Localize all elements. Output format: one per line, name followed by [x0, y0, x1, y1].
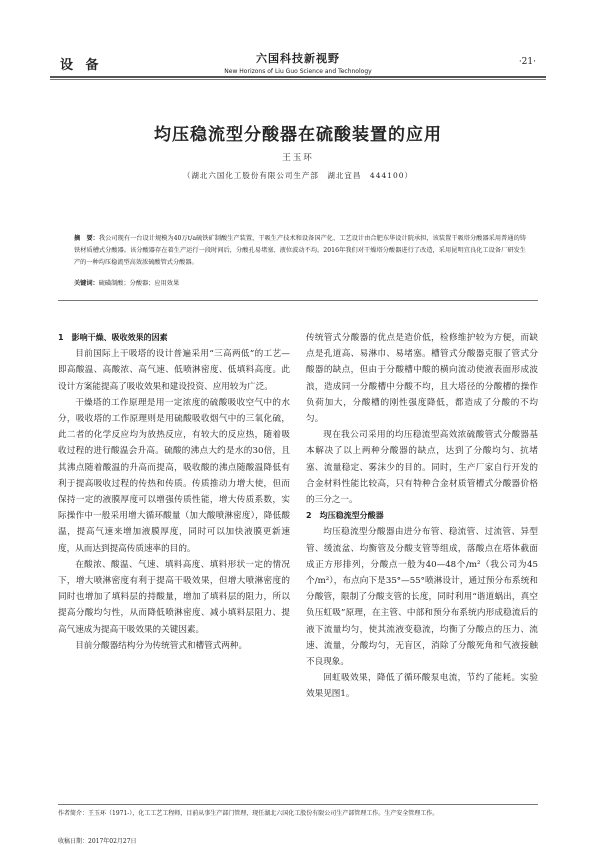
article-title: 均压稳流型分酸器在硫酸装置的应用 [154, 125, 442, 145]
body-paragraph: 传统管式分酸器的优点是造价低，检修维护较为方便，而缺点是孔道高、易淋巾、易堵塞。槽管式分酸器克服了管式分酸器的缺点，但由于分酸槽中酸的横向流动使液表面形成波浪，造成同一分酸槽中分酸不均，且大塔径的分酸槽的操作负荷加大，分酸槽的刚性强度降低，都造成了分酸的不均匀。 [306, 333, 538, 425]
abstract-label: 摘 要： [74, 235, 99, 242]
journal-title: 六国科技新视野 [256, 52, 340, 65]
header-page-label: ·21· [518, 57, 536, 67]
author: 王玉环 [282, 153, 314, 163]
section-heading: 2 均压稳流型分酸器 [306, 511, 384, 521]
keywords-label: 关键词： [74, 280, 99, 287]
body-paragraph: 回虹吸效果，降低了循环酸泵电流，节约了能耗。实验效果见图1。 [306, 673, 538, 700]
keywords [74, 278, 526, 287]
body-paragraph: 均压稳流型分酸器由进分布管、稳流管、过流管、异型管、缓流盆、均衡管及分酸支管等组成，落酸点在塔体截面成正方形排列，分酸点一般为40—48个/m²（我公司为45个/m²），布点向下是35°—55°喷淋设计，通过预分布系统和分酸管，限制了分酸支管的长度，同时利用“谐道蜗出，真空负压虹吸”原理，在主管、中部和预分布系统内形成稳流后的液下流量均匀，使其流液变稳流，均衡了分酸点的压力、流速、流量，分酸均匀，无盲区，消除了分酸死角和气液接触不良现象。 [306, 527, 538, 668]
abstract [74, 233, 526, 269]
body-column-right [306, 330, 538, 703]
header-rule-thin [50, 79, 546, 80]
header-rule [50, 76, 546, 78]
abstract-text: 我公司现有一台设计规模为40万t/a硫铁矿制酸生产装置，干吸生产技术和设备国产化、工艺设计由合肥东华设计院承担，该装置干吸塔分酸器采用普通的铸铁材质槽式分酸器。该分酸器存在着生产运行一段时间后，分酸孔易堵塞、液位波动不均。2016年我们对干燥塔分酸器进行了改造，采用昆明宜良化工设备厂研发生产的一种均压稳流型高效浓硫酸管式分酸器。 [74, 235, 526, 266]
journal-subtitle: New Horizons of Liu Guo Science and Technology [224, 68, 372, 75]
section-heading: 1 影响干燥、吸收效果的因素 [58, 333, 168, 342]
footnote-rule [58, 804, 538, 805]
body-paragraph: 目前国际上干吸塔的设计普遍采用“三高两低”的工艺—即高酸温、高酸浓、高气速、低喷淋密度、低填料高度。此设计方案能提高了吸收效果和建设投资、应用较为广泛。 [58, 349, 290, 392]
body-paragraph: 现在我公司采用的均压稳流型高效浓硫酸管式分酸器基本解决了以上两种分酸器的缺点，达到了分酸均匀、抗堵塞、流量稳定、雾沫少的目的。同时，生产厂家自行开发的合金材料性能比较高，只有特种合金材质管槽式分酸器价格的三分之一。 [306, 430, 538, 506]
section-label: 设 备 [60, 58, 103, 73]
abstract-rule [58, 300, 538, 301]
affiliation: （湖北六国化工股份有限公司生产部 湖北宜昌 444100） [182, 171, 414, 180]
body-paragraph: 目前分酸器结构分为传统管式和槽管式两种。 [75, 640, 248, 651]
body-column-left [58, 330, 290, 654]
journal-header [180, 50, 416, 75]
body-paragraph: 在酸浓、酸温、气速、填料高度、填料形状一定的情况下，增大喷淋密度有利于提高干吸效果，但增大喷淋密度的同时也增加了填料层的持酸量，增加了填料层的阻力，所以提高分酸均匀性，从而降低喷淋密度、减小填料层阻力、提高气速成为提高干吸效果的关键因素。 [58, 559, 290, 635]
author-footnote: 作者简介：王玉环（1971-），化工工艺工程师，目前从事生产部门管理，现任湖北六国化工股份有限公司生产部管理工作。生产安全管理工作。 [58, 810, 439, 817]
received-date: 收稿日期：2017年02月27日 [58, 838, 137, 845]
body-paragraph: 干燥塔的工作原理是用一定浓度的硫酸吸收空气中的水分，吸收塔的工作原理则是用硫酸吸收烟气中的三氧化硫，此二者的化学反应均为放热反应，有较大的反应热，随着吸收过程的进行酸温会升高。硫酸的沸点大约是水的30倍，且其沸点随着酸温的升高而提高，吸收酸的沸点随酸温降低有利于提高吸收过程的传热和传质。传质推动力增大使，但而保持一定的液膜厚度可以增强传质性能，增大传质系数，实际操作中一般采用增大循环酸量（加大酸喷淋密度），降低酸温，提高气速来增加液膜厚度，同时可以加快液膜更新速度，从而达到提高传质速率的目的。 [58, 397, 290, 554]
keywords-text: 硫磺制酸；分酸器；应用效果 [98, 280, 180, 287]
